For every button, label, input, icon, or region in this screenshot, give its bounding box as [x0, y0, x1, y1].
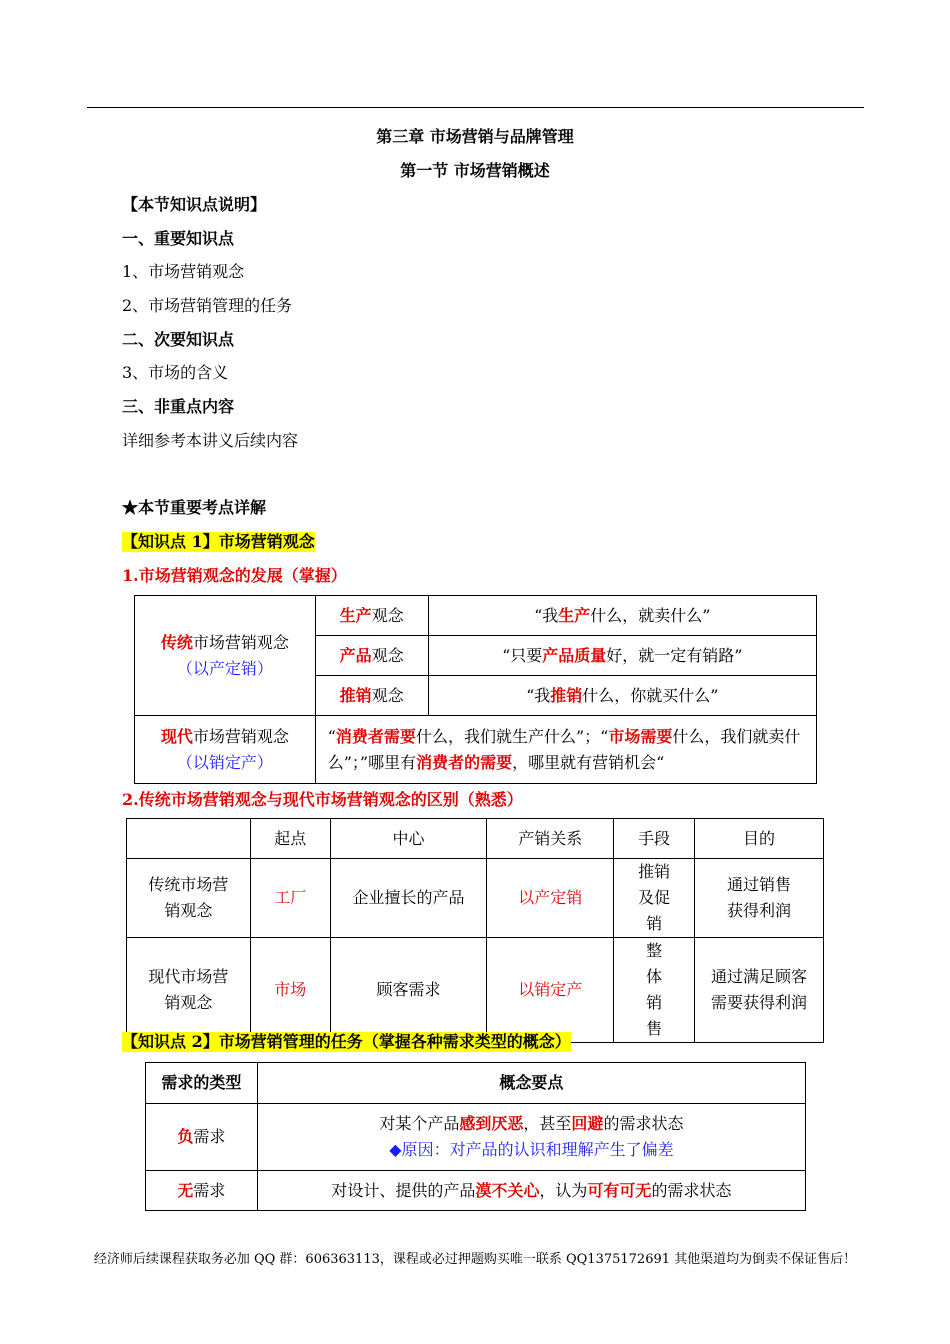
negative-demand-type: 负需求 [146, 1104, 258, 1171]
concept-development-table [134, 595, 817, 784]
header-cell [127, 819, 251, 859]
header-cell: 起点 [250, 819, 330, 859]
modern-description: “消费者需要什么，我们就生产什么”；“市场需要什么，我们就卖什么”；”哪里有消费者的需要，哪里就有营销机会“ [315, 716, 816, 784]
chapter-title: 第三章 市场营销与品牌管理 [376, 127, 574, 146]
header-cell: 产销关系 [487, 819, 614, 859]
start-cell: 工厂 [250, 859, 330, 938]
concept-cell: 产品观念 [315, 636, 428, 676]
no-demand-type: 无需求 [146, 1171, 258, 1211]
detail-heading: ★本节重要考点详解 [122, 498, 267, 517]
goal-cell: 通过满足顾客需要获得利润 [695, 938, 824, 1043]
means-cell: 推销及促销 [614, 859, 695, 938]
traditional-note: （以产定销） [176, 658, 273, 678]
minor-heading: 三、非重点内容 [122, 397, 235, 416]
no-demand-desc: 对设计、提供的产品漠不关心，认为可有可无的需求状态 [257, 1171, 805, 1211]
means-cell: 整体销售 [614, 938, 695, 1043]
section-title: 第一节 市场营销概述 [400, 161, 550, 180]
footer-notice: 经济师后续课程获取务必加 QQ 群：606363113，课程或必过押题购买唯一联系 QQ1375172691 其他渠道均为倒卖不保证售后！ [93, 1252, 857, 1267]
modern-cell [135, 716, 316, 784]
center-cell: 企业擅长的产品 [330, 859, 487, 938]
concept-cell: 推销观念 [315, 676, 428, 716]
concept-quote: “我推销什么，你就买什么” [428, 676, 816, 716]
relation-cell: 以销定产 [487, 938, 614, 1043]
type-cell: 传统市场营销观念 [127, 859, 251, 938]
secondary-item: 3、市场的含义 [122, 363, 229, 382]
concept-cell: 生产观念 [315, 596, 428, 636]
negative-demand-desc: 对某个产品感到厌恶，甚至回避的需求状态 ◆原因：对产品的认识和理解产生了偏差 [257, 1104, 805, 1171]
center-cell: 顾客需求 [330, 938, 487, 1043]
negative-demand-reason: ◆原因：对产品的认识和理解产生了偏差 [389, 1140, 674, 1159]
goal-cell: 通过销售获得利润 [695, 859, 824, 938]
header-cell: 目的 [695, 819, 824, 859]
minor-text: 详细参考本讲义后续内容 [122, 431, 299, 450]
kp2-label: 【知识点 2】市场营销管理的任务（掌握各种需求类型的概念） [122, 1032, 571, 1051]
header-cell: 概念要点 [257, 1063, 805, 1104]
kp1-label: 【知识点 1】市场营销观念 [122, 532, 315, 551]
modern-prefix: 现代 [160, 726, 193, 746]
traditional-prefix: 传统 [160, 632, 193, 652]
concept-quote: “只要产品质量好，就一定有销路” [428, 636, 816, 676]
modern-note: （以销定产） [176, 752, 273, 772]
header-cell: 需求的类型 [146, 1063, 258, 1104]
relation-cell: 以产定销 [487, 859, 614, 938]
important-item: 2、市场营销管理的任务 [122, 296, 293, 315]
start-cell: 市场 [250, 938, 330, 1043]
comparison-table [126, 818, 824, 1043]
type-cell: 现代市场营销观念 [127, 938, 251, 1043]
intro-heading: 【本节知识点说明】 [122, 195, 267, 214]
important-heading: 一、重要知识点 [122, 229, 235, 248]
header-cell: 中心 [330, 819, 487, 859]
modern-label: 市场营销观念 [192, 726, 289, 746]
concept-quote: “我生产什么，就卖什么” [428, 596, 816, 636]
demand-table [145, 1062, 806, 1211]
kp1-sub2: 2.传统市场营销观念与现代市场营销观念的区别（熟悉） [122, 790, 523, 809]
kp1-sub1: 1.市场营销观念的发展（掌握） [122, 566, 347, 585]
secondary-heading: 二、次要知识点 [122, 330, 235, 349]
traditional-cell [135, 596, 316, 716]
header-rule [87, 107, 864, 108]
traditional-label: 市场营销观念 [192, 632, 289, 652]
important-item: 1、市场营销观念 [122, 262, 245, 281]
header-cell: 手段 [614, 819, 695, 859]
